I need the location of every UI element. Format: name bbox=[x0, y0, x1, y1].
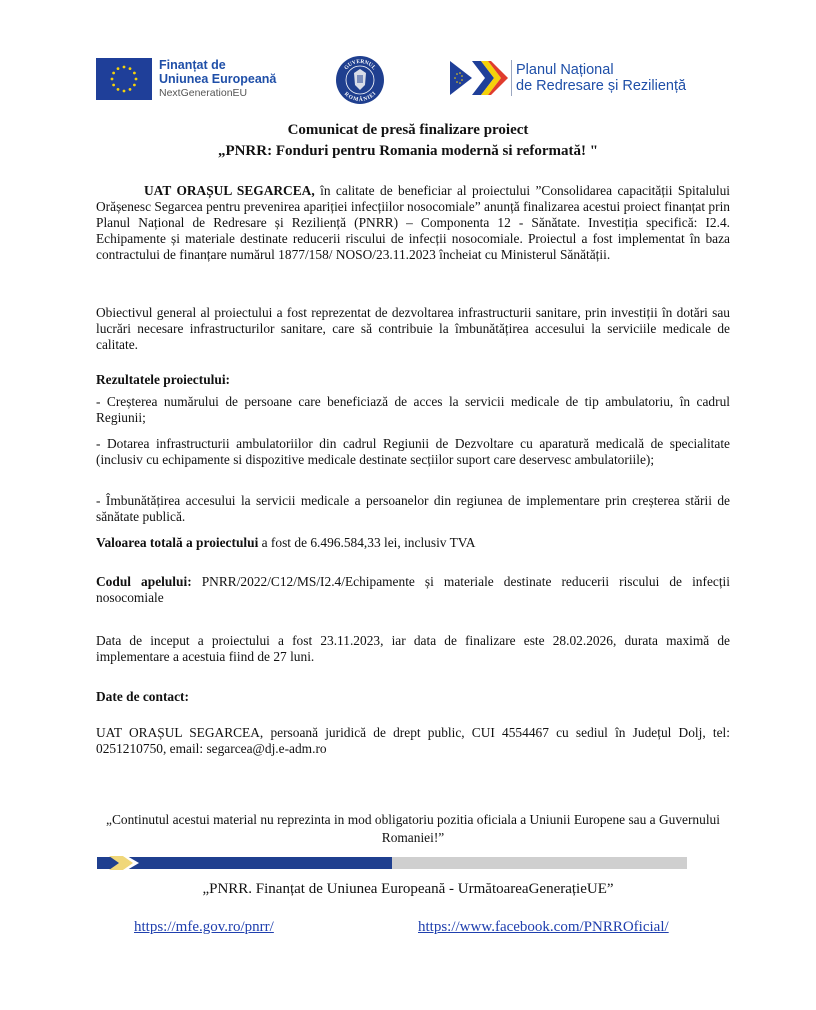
project-value bbox=[96, 535, 730, 551]
contact-details: UAT ORAȘUL SEGARCEA, persoană juridică de drept public, CUI 4554467 cu sediul în Județul Dolj, tel: 0251210750, email: segarcea@dj.e-adm.ro bbox=[96, 725, 730, 756]
result-item: - Creșterea numărului de persoane care beneficiază de acces la servicii medicale de tip ambulatoriu, în cadrul Regiunii; bbox=[96, 394, 730, 425]
pnrr-logo-line2: de Redresare și Reziliență bbox=[516, 78, 687, 94]
government-seal-icon bbox=[335, 55, 385, 105]
pnrr-arrows-icon bbox=[450, 61, 508, 95]
results-heading: Rezultatele proiectului: bbox=[96, 372, 230, 387]
document-title bbox=[0, 120, 816, 162]
result-item: - Îmbunătățirea accesului la servicii medicale a persoanelor din regiunea de implementare prin creșterea stării de sănătate publică. bbox=[96, 493, 730, 524]
footer-slogan: „PNRR. Finanțat de Uniunea Europeană - UrmătoareaGenerațieUE” bbox=[202, 881, 614, 897]
mfe-pnrr-link[interactable]: https://mfe.gov.ro/pnrr/ bbox=[134, 919, 274, 935]
project-dates: Data de inceput a proiectului a fost 23.11.2023, iar data de finalizare este 28.02.2026, durata maximă de implementare a acestuia fiind de 27 luni. bbox=[96, 633, 730, 664]
svg-text:GUVERNUL: GUVERNUL bbox=[343, 58, 377, 72]
title-line1: Comunicat de presă finalizare proiect bbox=[287, 122, 529, 138]
eu-logo-line1: Finanțat de bbox=[159, 58, 226, 72]
footer-bar-grey bbox=[392, 857, 687, 869]
header-logos bbox=[96, 55, 706, 105]
pnrr-logo-line1: Planul Național bbox=[516, 62, 614, 78]
footer-arrows-icon bbox=[97, 856, 141, 870]
call-code bbox=[96, 574, 730, 606]
eu-flag-icon bbox=[96, 58, 152, 100]
footer-progress-bar bbox=[97, 857, 687, 869]
result-item: - Dotarea infrastructurii ambulatoriilor din cadrul Regiunii de Dezvoltare cu aparatură medicală de specialitate (inclusiv cu echipamente si dispozitive medicale destinate secțiilor suport care deservesc ambulatoriile); bbox=[96, 436, 730, 467]
eu-logo-line2: Uniunea Europeană bbox=[159, 72, 277, 86]
svg-text:ROMÂNIEI: ROMÂNIEI bbox=[342, 90, 378, 104]
facebook-pnrr-link[interactable]: https://www.facebook.com/PNRROficial/ bbox=[418, 919, 669, 935]
footer-bar-blue bbox=[97, 857, 392, 869]
objective-paragraph: Obiectivul general al proiectului a fost reprezentat de dezvoltarea infrastructurii sanitare, prin investiții în dotări sau lucrări necesare infrastructurilor sanitare, care să contribuie la îmbunătățirea accesului la serviciile medicale de calitate. bbox=[96, 305, 730, 352]
contact-heading: Date de contact: bbox=[96, 689, 189, 704]
intro-paragraph bbox=[96, 183, 730, 263]
eu-logo-line3: NextGenerationEU bbox=[159, 87, 248, 99]
call-code-label: Codul apelului: bbox=[96, 574, 192, 589]
disclaimer: „Continutul acestui material nu reprezinta in mod obligatoriu pozitia oficiala a Uniunii Europene sau a Guvernului Romaniei!” bbox=[106, 812, 720, 845]
call-code-text: PNRR/2022/C12/MS/I2.4/Echipamente și materiale destinate reducerii riscului de infecții nosocomiale bbox=[96, 574, 730, 605]
project-value-text: a fost de 6.496.584,33 lei, inclusiv TVA bbox=[258, 535, 476, 550]
title-line2: „PNRR: Fonduri pentru Romania modernă si reformată! " bbox=[217, 143, 599, 159]
pnrr-logo bbox=[450, 60, 686, 96]
project-value-label: Valoarea totală a proiectului bbox=[96, 535, 259, 550]
beneficiary-name: UAT ORAȘUL SEGARCEA, bbox=[144, 183, 315, 198]
intro-text: în calitate de beneficiar al proiectului ”Consolidarea capacității Spitalului Orășenesc Segarcea pentru prevenirea apariției infecțiilor nosocomiale” anunță finalizarea acestui proiect finanțat prin Planul Național de Redresare și Reziliență (PNRR) – Componenta 12 - Sănătate. Investiția specifică: I2.4. Echipamente și materiale destinate reducerii riscului de infecții nosocomiale. Proiectul a fost implementat în baza contractului de finanțare numărul 1877/158/ NOSO/23.11.2023 încheiat cu Ministerul Sănătății. bbox=[96, 183, 730, 262]
eu-funding-logo bbox=[96, 58, 276, 100]
